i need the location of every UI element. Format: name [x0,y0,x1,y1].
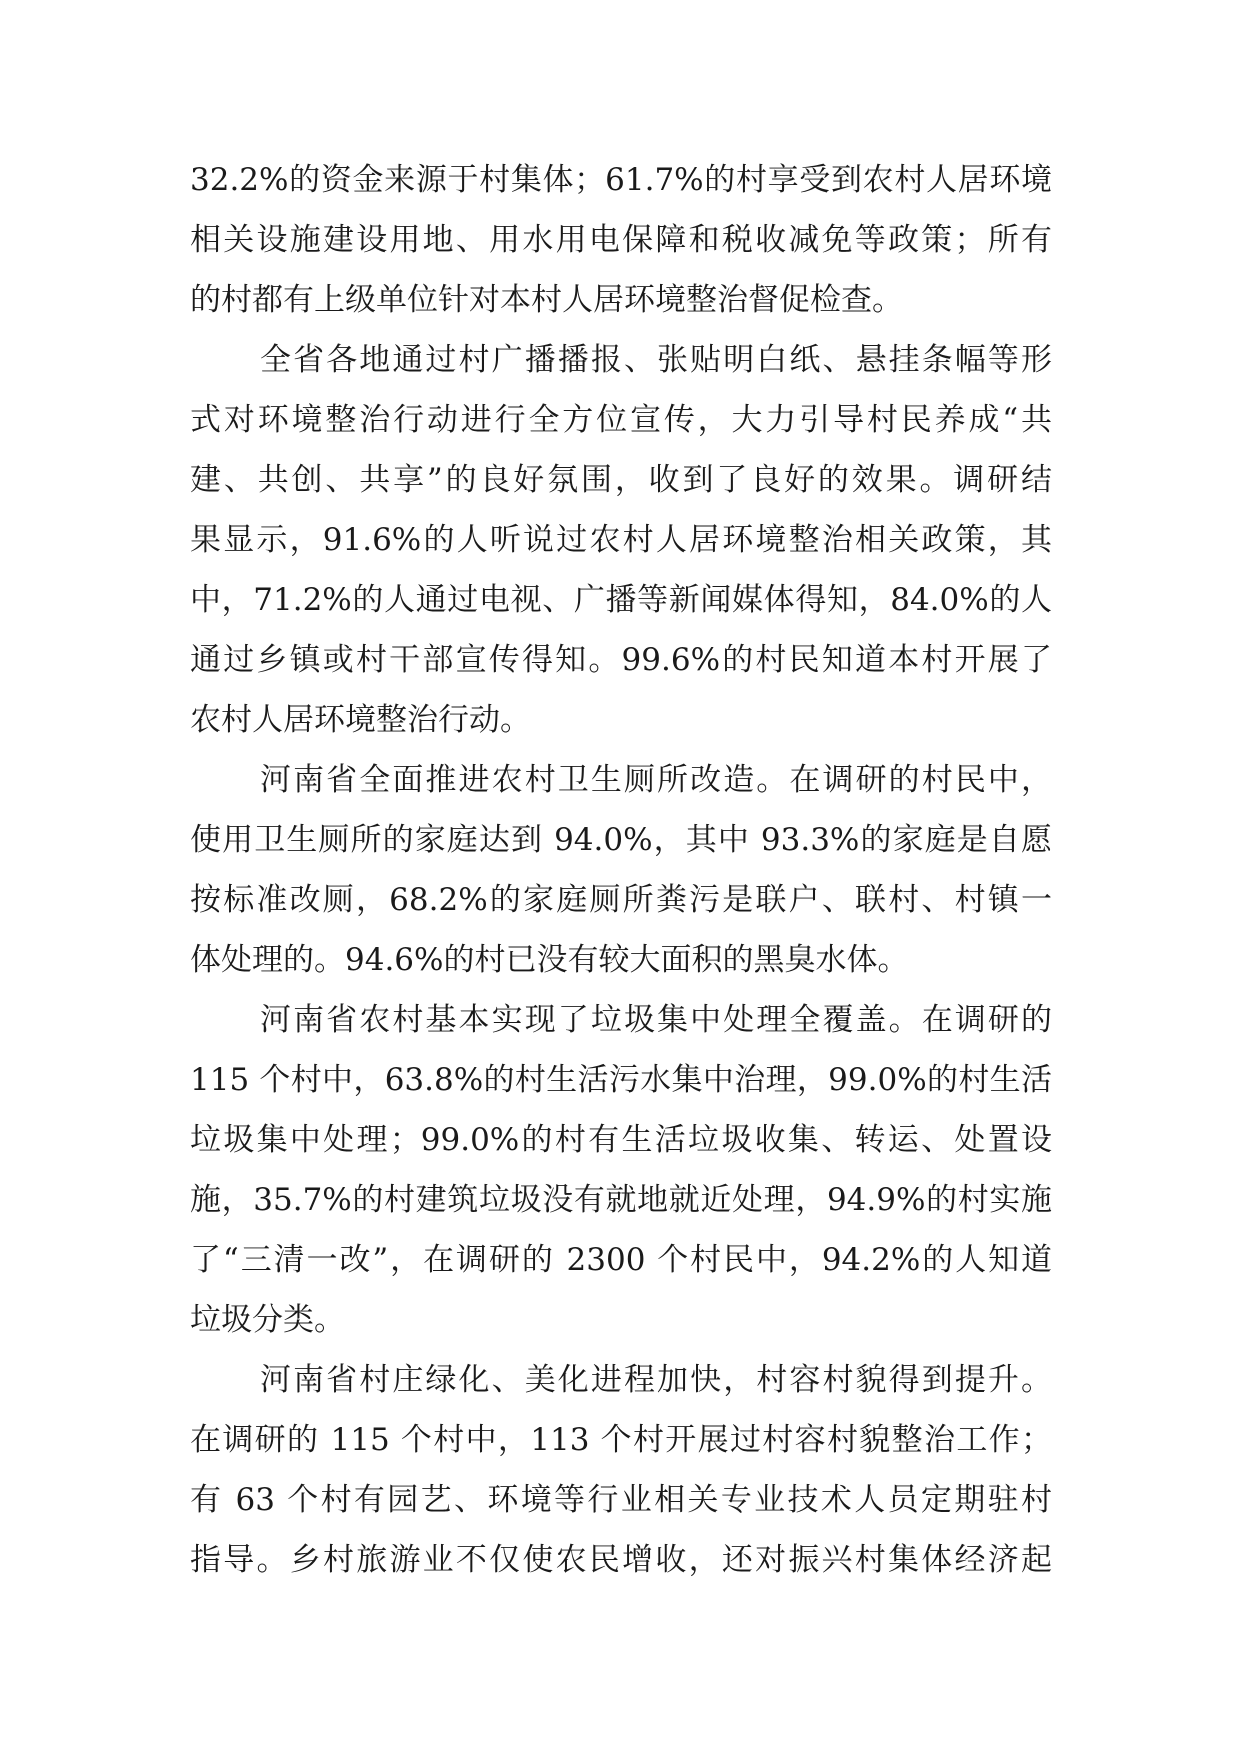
text-line: 指导。乡村旅游业不仅使农民增收，还对振兴村集体经济起 [190,1542,1052,1578]
paragraph-2 [190,330,1052,750]
paragraph-5 [190,1350,1052,1590]
text-line: 使用卫生厕所的家庭达到 94.0%，其中 93.3%的家庭是自愿 [190,822,1052,858]
text-line: 式对环境整治行动进行全方位宣传，大力引导村民养成“共 [190,402,1052,438]
text-line: 32.2%的资金来源于村集体；61.7%的村享受到农村人居环境 [190,162,1052,198]
text-line: 建、共创、共享”的良好氛围，收到了良好的效果。调研结 [190,462,1052,498]
text-line: 河南省村庄绿化、美化进程加快，村容村貌得到提升。 [260,1362,1052,1398]
paragraph-4 [190,990,1052,1350]
text-line: 的村都有上级单位针对本村人居环境整治督促检查。 [190,282,903,318]
text-line: 施，35.7%的村建筑垃圾没有就地就近处理，94.9%的村实施 [190,1182,1052,1218]
text-line: 有 63 个村有园艺、环境等行业相关专业技术人员定期驻村 [190,1482,1052,1518]
text-line: 河南省全面推进农村卫生厕所改造。在调研的村民中， [260,762,1052,798]
text-line: 体处理的。94.6%的村已没有较大面积的黑臭水体。 [190,942,909,978]
text-line: 相关设施建设用地、用水用电保障和税收减免等政策；所有 [190,222,1052,258]
text-line: 全省各地通过村广播播报、张贴明白纸、悬挂条幅等形 [260,342,1052,378]
document-page [190,150,1052,1590]
text-line: 垃圾集中处理；99.0%的村有生活垃圾收集、转运、处置设 [190,1122,1052,1158]
text-line: 按标准改厕，68.2%的家庭厕所粪污是联户、联村、村镇一 [190,882,1052,918]
text-line: 果显示，91.6%的人听说过农村人居环境整治相关政策，其 [190,522,1052,558]
text-line: 在调研的 115 个村中，113 个村开展过村容村貌整治工作； [190,1422,1052,1458]
paragraph-3 [190,750,1052,990]
text-line: 河南省农村基本实现了垃圾集中处理全覆盖。在调研的 [260,1002,1052,1038]
paragraph-1 [190,150,1052,330]
text-line: 了“三清一改”，在调研的 2300 个村民中，94.2%的人知道 [190,1242,1052,1278]
text-line: 通过乡镇或村干部宣传得知。99.6%的村民知道本村开展了 [190,642,1052,678]
text-line: 农村人居环境整治行动。 [190,702,531,738]
text-line: 垃圾分类。 [190,1302,345,1338]
text-line: 中，71.2%的人通过电视、广播等新闻媒体得知，84.0%的人 [190,582,1052,618]
text-line: 115 个村中，63.8%的村生活污水集中治理，99.0%的村生活 [190,1062,1052,1098]
